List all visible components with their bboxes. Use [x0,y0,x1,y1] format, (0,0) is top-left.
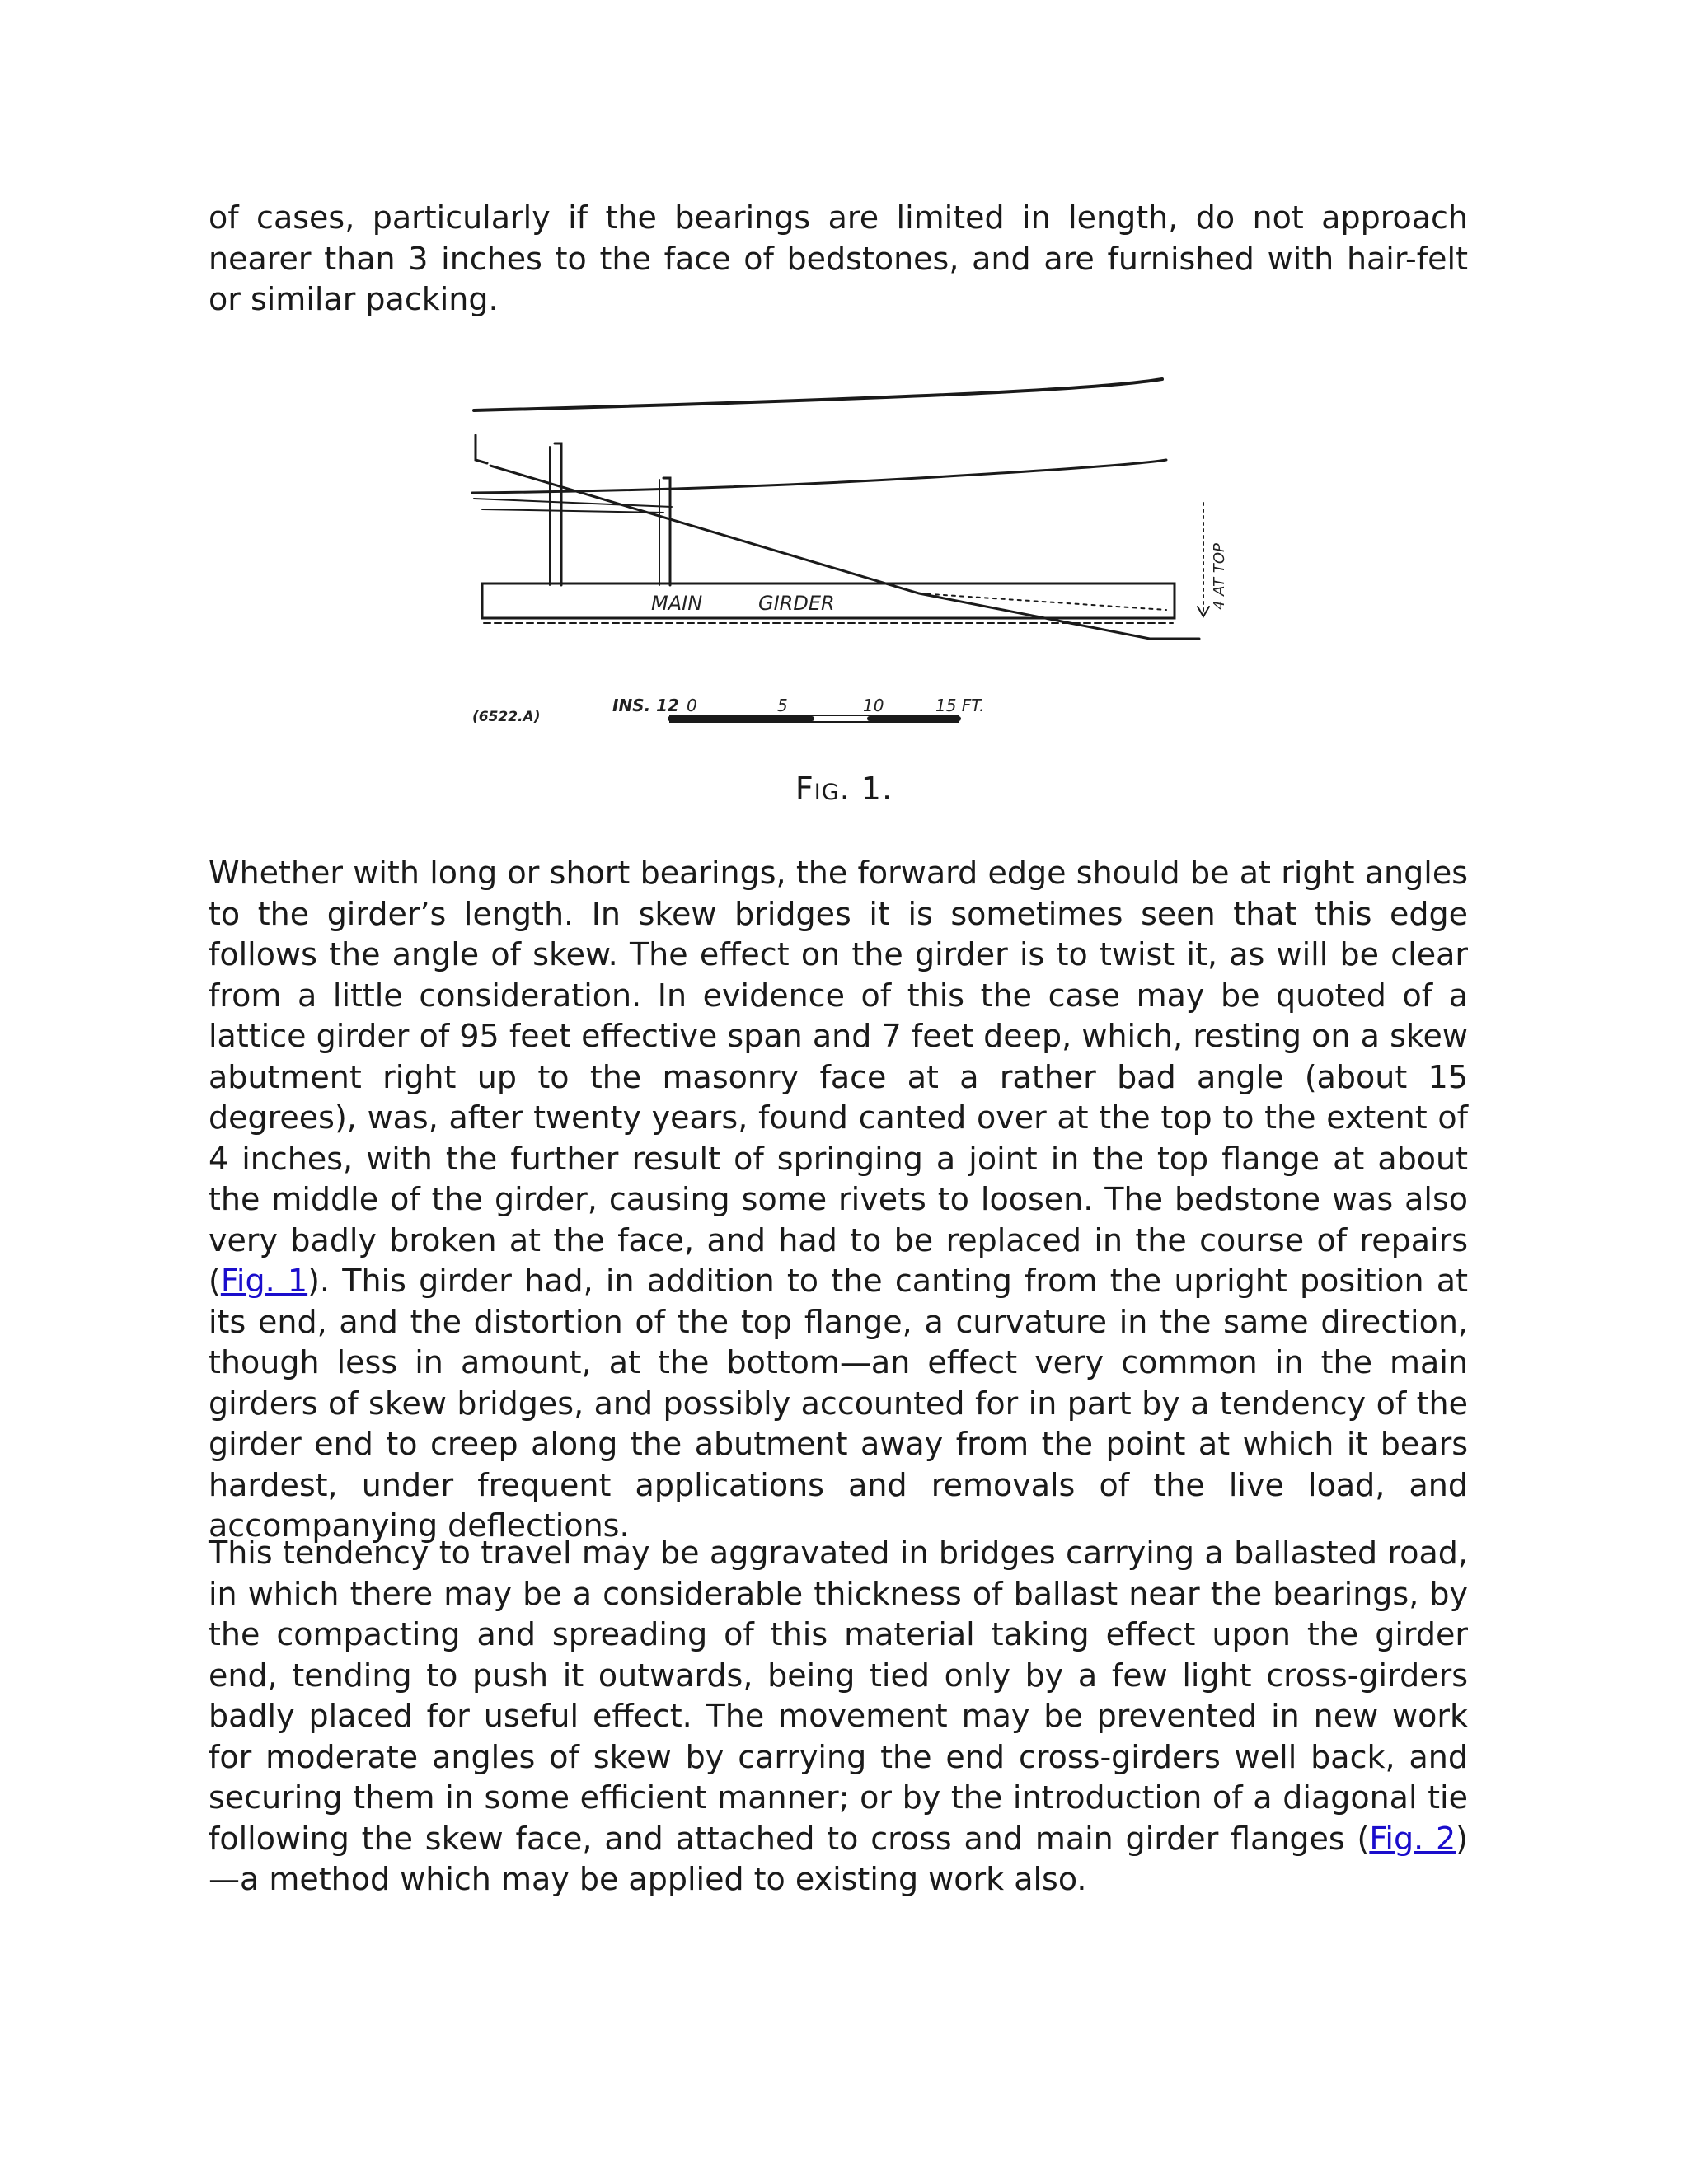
bottom-flange-line [472,460,1166,493]
figure-caption: Fig. 1. [795,771,893,807]
paragraph-2-text-b: ). This girder had, in addition to the canting from the upright position at its end, and the distortion of the top flange, a curvature in the same direction, though less in amount, at the bottom—an effect very common in the main girders of skew bridges, and possibly accounted for in part by a tendency of the girder end to creep along the abutment away from the point at which it bears hardest, under frequent applications and removals of the live load, and accompanying deflections. [209,1263,1468,1544]
paragraph-1-text: of cases, particularly if the bearings are limited in length, do not approach nearer than 3 inches to the face of bedstones, and are furnished with hair-felt or similar packing. [209,199,1468,317]
label-side-note: 4 AT TOP [1211,543,1228,610]
label-ref: (6522.A) [472,709,541,725]
label-scale-0: 0 [687,696,697,715]
paragraph-2 [209,853,1468,1547]
label-scale-prefix: INS. 12 [612,696,679,715]
label-scale-10: 10 [863,696,884,715]
end-hook [476,435,487,463]
figure-1 [457,363,1232,742]
paragraph-3 [209,1533,1468,1900]
label-main: MAIN [651,592,703,615]
upright-left [555,443,561,585]
paragraph-3-text-a: This tendency to travel may be aggravated in bridges carrying a ballasted road, in which there may be a considerable thickness of ballast near the bearings, by the compacting and spreading of this material taking effect upon the girder end, tending to push it outwards, being tied only by a few light cross-girders badly placed for useful effect. The movement may be prevented in new work for moderate angles of skew by carrying the end cross-girders well back, and securing them in some efficient manner; or by the introduction of a diagonal tie following the skew face, and attached to cross and main girder flanges ( [209,1535,1468,1857]
top-flange-line [474,379,1162,410]
cross-stub-1 [474,499,672,507]
fig-2-link[interactable]: Fig. 2 [1369,1820,1456,1857]
paragraph-1 [209,198,1468,321]
fig-1-link[interactable]: Fig. 1 [220,1263,308,1299]
paragraph-3-text-b: )—a method which may be applied to existing work also. [209,1820,1468,1897]
girder-sketch [457,363,1232,742]
paragraph-2-text-a: Whether with long or short bearings, the forward edge should be at right angles to the girder’s length. In skew bridges it is sometimes seen that this edge follows the angle of skew. The effect on the girder is to twist it, as will be clear from a little consideration. In evidence of this the case may be quoted of a lattice girder of 95 feet effective span and 7 feet deep, which, resting on a skew abutment right up to the masonry face at a rather bad angle (about 15 degrees), was, after twenty years, found canted over at the top to the extent of 4 inches, with the further result of springing a joint in the top flange at about the middle of the girder, causing some rivets to loosen. The bedstone was also very badly broken at the face, and had to be replaced in the course of repairs ( [209,855,1468,1299]
label-girder: GIRDER [758,592,835,615]
label-scale-15: 15 FT. [935,696,985,715]
label-scale-5: 5 [777,696,788,715]
upright-right [663,478,670,585]
